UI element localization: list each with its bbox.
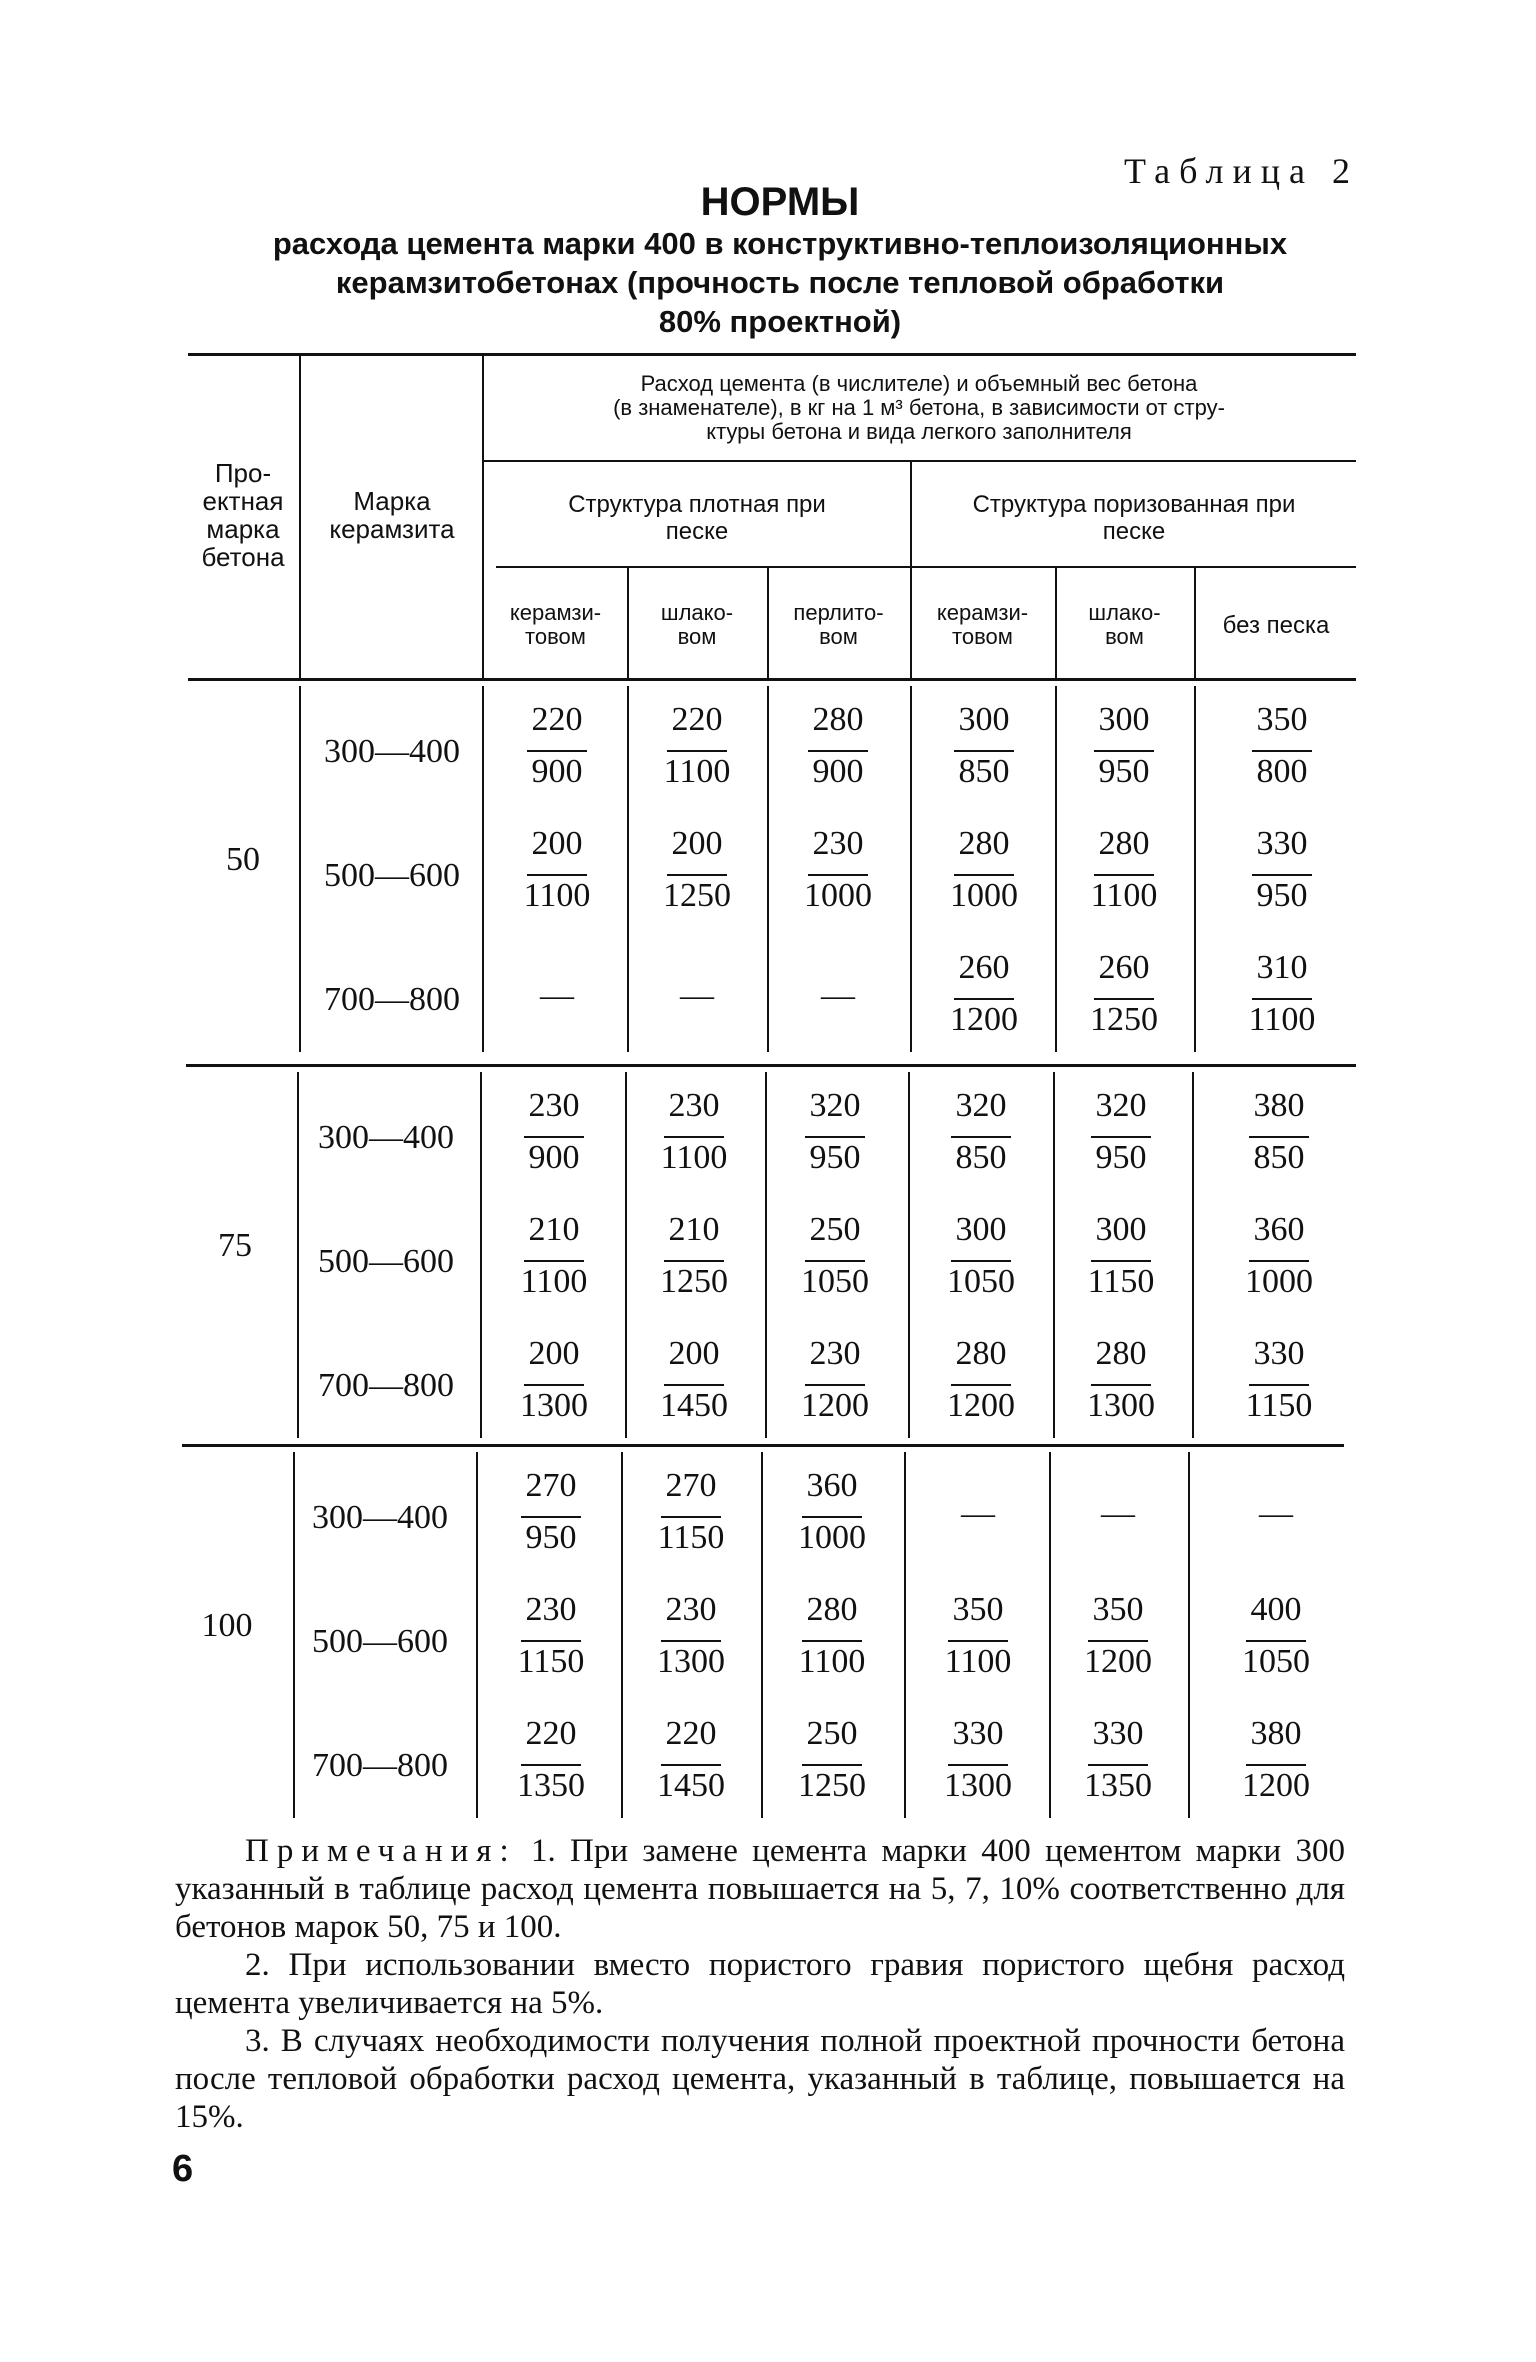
volume-weight: 1150 xyxy=(517,1643,585,1680)
cement-consumption: 200 xyxy=(531,825,583,862)
keramzit-grade: 300—400 xyxy=(312,1499,448,1536)
cement-consumption: 380 xyxy=(1253,1087,1305,1124)
volume-weight: 1200 xyxy=(1084,1643,1152,1680)
cement-consumption: 280 xyxy=(958,825,1010,862)
consumption-fraction xyxy=(1074,700,1174,810)
empty-cell-dash: — xyxy=(961,1495,995,1532)
cement-consumption: 380 xyxy=(1250,1715,1302,1752)
body-vline xyxy=(482,686,484,1052)
consumption-fraction xyxy=(1071,1210,1171,1320)
volume-weight: 1150 xyxy=(657,1519,725,1556)
cement-consumption: 260 xyxy=(1098,949,1150,986)
cement-consumption: 230 xyxy=(809,1335,861,1372)
keramzit-grade: 700—800 xyxy=(318,1367,454,1404)
cement-consumption: 220 xyxy=(531,701,583,738)
cement-consumption: 280 xyxy=(806,1591,858,1628)
cement-consumption: 220 xyxy=(525,1715,577,1752)
cement-consumption: 300 xyxy=(1095,1211,1147,1248)
consumption-fraction xyxy=(788,700,888,810)
body-vline xyxy=(761,1452,763,1818)
cement-consumption: 260 xyxy=(958,949,1010,986)
table-label: Таблица 2 xyxy=(1124,151,1359,191)
consumption-fraction xyxy=(782,1590,882,1700)
cement-consumption: 230 xyxy=(668,1087,720,1124)
volume-weight: 1100 xyxy=(660,1139,728,1176)
cement-consumption: 230 xyxy=(812,825,864,862)
volume-weight: 1000 xyxy=(804,877,872,914)
cement-consumption: 320 xyxy=(955,1087,1007,1124)
volume-weight: 1050 xyxy=(801,1263,869,1300)
consumption-fraction xyxy=(641,1466,741,1576)
cement-consumption: 280 xyxy=(1095,1335,1147,1372)
volume-weight: 1300 xyxy=(657,1643,725,1680)
header-porous-text: Структура поризованная при песке xyxy=(972,491,1296,545)
consumption-fraction xyxy=(1226,1590,1326,1700)
cement-consumption: 350 xyxy=(1092,1591,1144,1628)
title-line-3: 80% проектной) xyxy=(658,304,902,339)
cement-consumption: 280 xyxy=(812,701,864,738)
consumption-fraction xyxy=(931,1086,1031,1196)
cement-consumption: 230 xyxy=(528,1087,580,1124)
consumption-fraction xyxy=(504,1086,604,1196)
volume-weight: 1200 xyxy=(801,1387,869,1424)
cement-consumption: 230 xyxy=(665,1591,717,1628)
keramzit-grade: 700—800 xyxy=(312,1747,448,1784)
header-keramzit xyxy=(302,480,482,550)
consumption-fraction xyxy=(931,1210,1031,1320)
consumption-fraction xyxy=(1229,1086,1329,1196)
subheader-6: без песка xyxy=(1222,611,1330,639)
consumption-fraction xyxy=(501,1714,601,1824)
consumption-fraction xyxy=(1074,948,1174,1058)
body-vline xyxy=(910,686,912,1052)
volume-weight: 1050 xyxy=(1242,1643,1310,1680)
cement-consumption: 360 xyxy=(806,1467,858,1504)
subheader-5: шлако- вом xyxy=(1088,600,1161,649)
keramzit-grade: 500—600 xyxy=(324,857,460,894)
consumption-fraction xyxy=(934,948,1034,1058)
empty-cell-dash: — xyxy=(1101,1495,1135,1532)
consumption-fraction xyxy=(501,1466,601,1576)
cement-consumption: 250 xyxy=(809,1211,861,1248)
cement-consumption: 280 xyxy=(955,1335,1007,1372)
volume-weight: 1200 xyxy=(947,1387,1015,1424)
consumption-fraction xyxy=(641,1590,741,1700)
cement-consumption: 350 xyxy=(952,1591,1004,1628)
body-vline xyxy=(621,1452,623,1818)
consumption-fraction xyxy=(644,1210,744,1320)
volume-weight: 1350 xyxy=(517,1767,585,1804)
consumption-fraction xyxy=(1071,1086,1171,1196)
volume-weight: 1450 xyxy=(657,1767,725,1804)
cement-consumption: 360 xyxy=(1253,1211,1305,1248)
cement-consumption: 210 xyxy=(528,1211,580,1248)
volume-weight: 950 xyxy=(1095,1139,1147,1176)
volume-weight: 1100 xyxy=(944,1643,1012,1680)
body-vline xyxy=(476,1452,478,1818)
title-block xyxy=(200,180,1360,341)
cement-consumption: 310 xyxy=(1256,949,1308,986)
consumption-fraction xyxy=(934,824,1034,934)
title-line-2: керамзитобетонах (прочность после тепловой обработки xyxy=(335,265,1225,300)
consumption-fraction xyxy=(641,1714,741,1824)
volume-weight: 1100 xyxy=(523,877,591,914)
cement-consumption: 320 xyxy=(809,1087,861,1124)
consumption-fraction xyxy=(647,700,747,810)
volume-weight: 1050 xyxy=(947,1263,1015,1300)
note-1-text: 1. При замене цемента марки 400 цементом марки 300 указанный в таблице расход цемента повышается на 5, 7, 10% соответственно для бетонов марок 50, 75 и 100. xyxy=(175,1833,1345,1945)
volume-weight: 850 xyxy=(958,753,1010,790)
cement-consumption: 330 xyxy=(1253,1335,1305,1372)
keramzit-grade: 500—600 xyxy=(312,1623,448,1660)
header-rule-2 xyxy=(496,566,1356,568)
consumption-fraction xyxy=(644,1334,744,1444)
volume-weight: 850 xyxy=(1253,1139,1305,1176)
cement-consumption: 330 xyxy=(952,1715,1004,1752)
keramzit-grade: 300—400 xyxy=(318,1119,454,1156)
consumption-fraction xyxy=(931,1334,1031,1444)
cement-consumption: 320 xyxy=(1095,1087,1147,1124)
consumption-fraction xyxy=(507,824,607,934)
consumption-fraction xyxy=(1068,1590,1168,1700)
keramzit-grade: 300—400 xyxy=(324,733,460,770)
header-bottom-rule xyxy=(188,678,1356,681)
volume-weight: 1250 xyxy=(660,1263,728,1300)
volume-weight: 1150 xyxy=(1087,1263,1155,1300)
header-porous xyxy=(914,478,1354,558)
subheader-4: керамзи- товом xyxy=(936,600,1029,649)
note-1 xyxy=(175,1832,1345,1946)
cement-consumption: 200 xyxy=(528,1335,580,1372)
group-rule-2 xyxy=(182,1444,1344,1447)
volume-weight: 1200 xyxy=(950,1001,1018,1038)
header-brand-text: Про- ектная марка бетона xyxy=(201,458,285,572)
cement-consumption: 300 xyxy=(958,701,1010,738)
cement-consumption: 270 xyxy=(665,1467,717,1504)
header-keramzit-text: Марка керамзита xyxy=(329,486,455,544)
header-top-span xyxy=(486,360,1352,456)
volume-weight: 900 xyxy=(812,753,864,790)
consumption-fraction xyxy=(644,1086,744,1196)
body-vline xyxy=(908,1072,910,1438)
consumption-fraction xyxy=(785,1086,885,1196)
title-line-1: расхода цемента марки 400 в конструктивно-теплоизоляционных xyxy=(272,226,1288,261)
consumption-fraction xyxy=(1068,1714,1168,1824)
cement-consumption: 350 xyxy=(1256,701,1308,738)
concrete-brand: 50 xyxy=(226,841,260,878)
notes xyxy=(175,1832,1345,2136)
note-2: 2. При использовании вместо пористого гравия пористого щебня расход цемента увеличивается на 5%. xyxy=(175,1947,1345,2021)
concrete-brand: 100 xyxy=(201,1607,253,1644)
subheader-1: керамзи- товом xyxy=(509,600,602,649)
volume-weight: 950 xyxy=(809,1139,861,1176)
consumption-fraction xyxy=(504,1334,604,1444)
consumption-fraction xyxy=(504,1210,604,1320)
volume-weight: 1000 xyxy=(798,1519,866,1556)
empty-cell-dash: — xyxy=(540,977,574,1014)
consumption-fraction xyxy=(782,1714,882,1824)
notes-label: Примечания: xyxy=(245,1833,517,1869)
body-vline xyxy=(299,686,301,1052)
body-vline xyxy=(625,1072,627,1438)
cement-consumption: 330 xyxy=(1256,825,1308,862)
empty-cell-dash: — xyxy=(680,977,714,1014)
concrete-brand: 75 xyxy=(218,1227,252,1264)
header-rule-1 xyxy=(482,460,1356,462)
body-vline xyxy=(904,1452,906,1818)
consumption-fraction xyxy=(785,1210,885,1320)
volume-weight: 1100 xyxy=(520,1263,588,1300)
header-brand xyxy=(188,450,298,580)
body-vline xyxy=(1188,1452,1190,1818)
consumption-fraction xyxy=(1232,948,1332,1058)
body-vline xyxy=(480,1072,482,1438)
volume-weight: 1150 xyxy=(1245,1387,1313,1424)
cement-consumption: 200 xyxy=(668,1335,720,1372)
volume-weight: 1100 xyxy=(663,753,731,790)
volume-weight: 850 xyxy=(955,1139,1007,1176)
consumption-fraction xyxy=(1229,1210,1329,1320)
consumption-fraction xyxy=(782,1466,882,1576)
volume-weight: 1200 xyxy=(1242,1767,1310,1804)
body-vline xyxy=(1192,1072,1194,1438)
volume-weight: 1300 xyxy=(1087,1387,1155,1424)
header-vline-brand xyxy=(299,356,301,678)
consumption-fraction xyxy=(785,1334,885,1444)
consumption-fraction xyxy=(1232,824,1332,934)
volume-weight: 1250 xyxy=(1090,1001,1158,1038)
consumption-fraction xyxy=(1074,824,1174,934)
cement-consumption: 230 xyxy=(525,1591,577,1628)
title-main: НОРМЫ xyxy=(700,180,860,224)
consumption-fraction xyxy=(507,700,607,810)
cement-consumption: 300 xyxy=(1098,701,1150,738)
cement-consumption: 220 xyxy=(671,701,723,738)
cement-consumption: 300 xyxy=(955,1211,1007,1248)
body-vline xyxy=(1049,1452,1051,1818)
consumption-fraction xyxy=(788,824,888,934)
consumption-fraction xyxy=(928,1590,1028,1700)
cement-consumption: 280 xyxy=(1098,825,1150,862)
group-rule-1 xyxy=(186,1064,1356,1067)
cement-consumption: 250 xyxy=(806,1715,858,1752)
volume-weight: 950 xyxy=(1256,877,1308,914)
cement-consumption: 200 xyxy=(671,825,723,862)
volume-weight: 800 xyxy=(1256,753,1308,790)
body-vline xyxy=(627,686,629,1052)
empty-cell-dash: — xyxy=(1259,1495,1293,1532)
subheader-3: перлито- вом xyxy=(793,600,884,649)
page-number: 6 xyxy=(172,2148,194,2190)
consumption-fraction xyxy=(501,1590,601,1700)
cement-consumption: 330 xyxy=(1092,1715,1144,1752)
volume-weight: 1100 xyxy=(1248,1001,1316,1038)
volume-weight: 950 xyxy=(525,1519,577,1556)
volume-weight: 1250 xyxy=(663,877,731,914)
body-vline xyxy=(1194,686,1196,1052)
body-vline xyxy=(767,686,769,1052)
keramzit-grade: 500—600 xyxy=(318,1243,454,1280)
consumption-fraction xyxy=(1071,1334,1171,1444)
volume-weight: 1300 xyxy=(520,1387,588,1424)
cement-consumption: 220 xyxy=(665,1715,717,1752)
subheader-2: шлако- вом xyxy=(660,600,734,649)
volume-weight: 1300 xyxy=(944,1767,1012,1804)
volume-weight: 1000 xyxy=(950,877,1018,914)
volume-weight: 950 xyxy=(1098,753,1150,790)
header-dense xyxy=(486,478,908,558)
cement-consumption: 270 xyxy=(525,1467,577,1504)
keramzit-grade: 700—800 xyxy=(324,981,460,1018)
consumption-fraction xyxy=(928,1714,1028,1824)
volume-weight: 900 xyxy=(528,1139,580,1176)
consumption-fraction xyxy=(647,824,747,934)
consumption-fraction xyxy=(1226,1714,1326,1824)
cement-consumption: 400 xyxy=(1250,1591,1302,1628)
volume-weight: 1250 xyxy=(798,1767,866,1804)
volume-weight: 1450 xyxy=(660,1387,728,1424)
body-vline xyxy=(1055,686,1057,1052)
volume-weight: 900 xyxy=(531,753,583,790)
header-dense-text: Структура плотная при песке xyxy=(568,491,826,545)
volume-weight: 1350 xyxy=(1084,1767,1152,1804)
body-vline xyxy=(1053,1072,1055,1438)
note-3: 3. В случаях необходимости получения полной проектной прочности бетона после тепловой обработки расход цемента, указанный в таблице, повышается на 15%. xyxy=(175,2023,1345,2135)
volume-weight: 1000 xyxy=(1245,1263,1313,1300)
volume-weight: 1100 xyxy=(1090,877,1158,914)
table-top-rule xyxy=(188,353,1356,356)
consumption-fraction xyxy=(934,700,1034,810)
volume-weight: 1100 xyxy=(798,1643,866,1680)
body-vline xyxy=(765,1072,767,1438)
cement-consumption: 210 xyxy=(668,1211,720,1248)
consumption-fraction xyxy=(1232,700,1332,810)
header-vline-keramzit xyxy=(482,356,484,678)
header-top-span-text: Расход цемента (в числителе) и объемный вес бетона (в знаменателе), в кг на 1 м³ бетона, в зависимости от стру- ктуры бетона и вида легкого заполнителя xyxy=(613,371,1225,444)
empty-cell-dash: — xyxy=(821,977,855,1014)
consumption-fraction xyxy=(1229,1334,1329,1444)
